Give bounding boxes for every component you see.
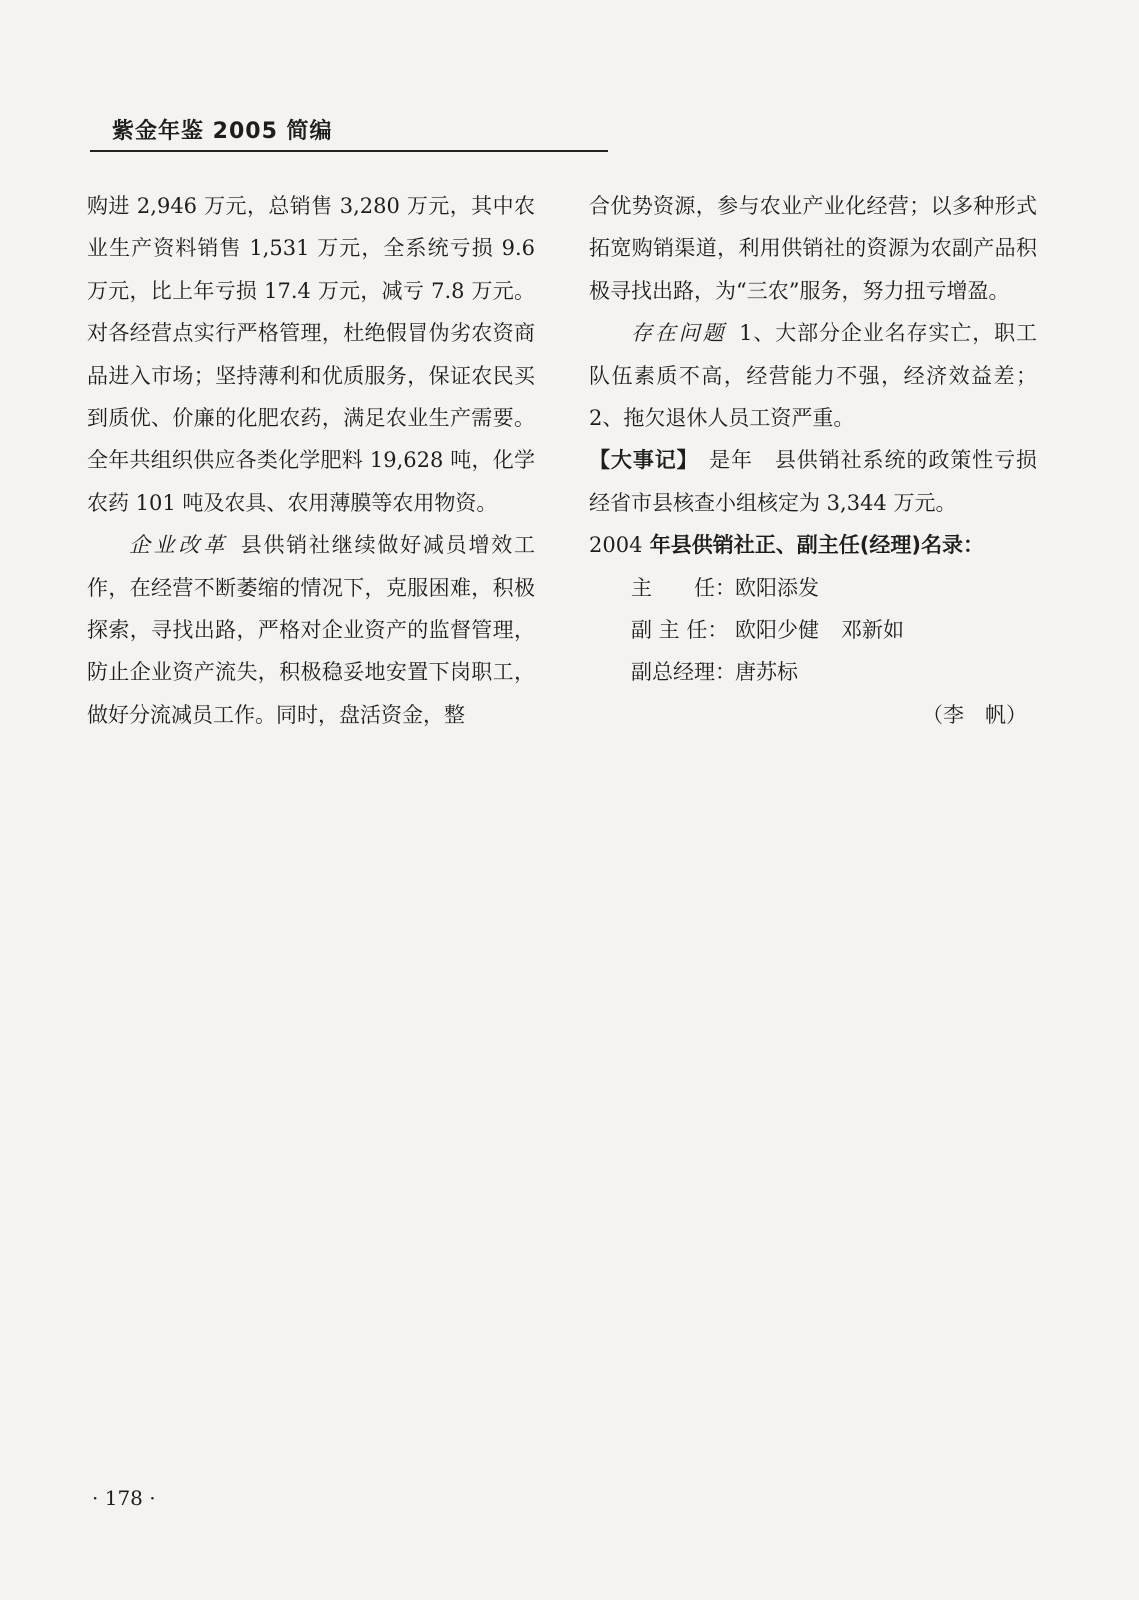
reform-lead: 企业改革 [129,533,229,558]
roster-list [589,567,1037,694]
supply-paragraph: 购进 2,946 万元，总销售 3,280 万元，其中农业生产资料销售 1,531 万元，全系统亏损 9.6 万元，比上年亏损 17.4 万元，减亏 7.8 万元。对各经营点实行严格管理，杜绝假冒伪劣农资商品进入市场；坚持薄利和优质服务，保证农民买到质优、价廉的化肥农药，满足农业生产需要。全年共组织供应各类化学肥料 19,628 吨，化学农药 101 吨及农具、农用薄膜等农用物资。 [87,194,535,515]
roster-title-text: 年县供销社正、副主任(经理)名录： [642,533,984,558]
author-credit: （李 帆） [922,702,1027,727]
problems-text: 1、大部分企业名存实亡，职工队伍素质不高，经营能力不强，经济效益差；2、拖欠退休人员工资严重。 [589,321,1037,431]
major-events-tag: 【大事记】 [589,448,699,473]
roster-title [589,524,1037,566]
roster-role: 副总经理： [631,660,736,685]
roster-name: 欧阳添发 [735,575,819,600]
roster-row-deputy-director [631,609,1037,651]
problems-lead: 存在问题 [631,321,727,346]
problems-paragraph [589,312,1037,439]
reform-text: 县供销社继续做好减员增效工作，在经营不断萎缩的情况下，克服困难，积极探索，寻找出路，严格对企业资产的监督管理，防止企业资产流失，积极稳妥地安置下岗职工，做好分流减员工作。同时，盘活资金，整 [87,533,536,727]
header-rule [90,150,608,152]
page-header-title: 紫金年鉴 2005 简编 [112,119,333,144]
major-events-paragraph [589,439,1037,524]
page-number: · 178 · [92,1486,156,1510]
continued-paragraph: 合优势资源，参与农业产业化经营；以多种形式拓宽购销渠道，利用供销社的资源为农副产品积极寻找出路，为“三农”服务，努力扭亏增盈。 [589,194,1037,303]
roster-name: 唐苏标 [735,660,798,685]
roster-role: 副 主 任： [631,618,729,643]
roster-name: 邓新如 [841,618,904,643]
left-column [87,185,535,736]
roster-title-year: 2004 [589,533,643,558]
right-column [589,185,1037,736]
roster-role: 主 任： [631,575,736,600]
major-events-text: 是年 县供销社系统的政策性亏损经省市县核查小组核定为 3,344 万元。 [589,448,1038,515]
reform-paragraph [87,524,535,736]
roster-name: 欧阳少健 [735,618,819,643]
roster-row-deputy-manager [631,651,1037,693]
roster-row-director [631,567,1037,609]
